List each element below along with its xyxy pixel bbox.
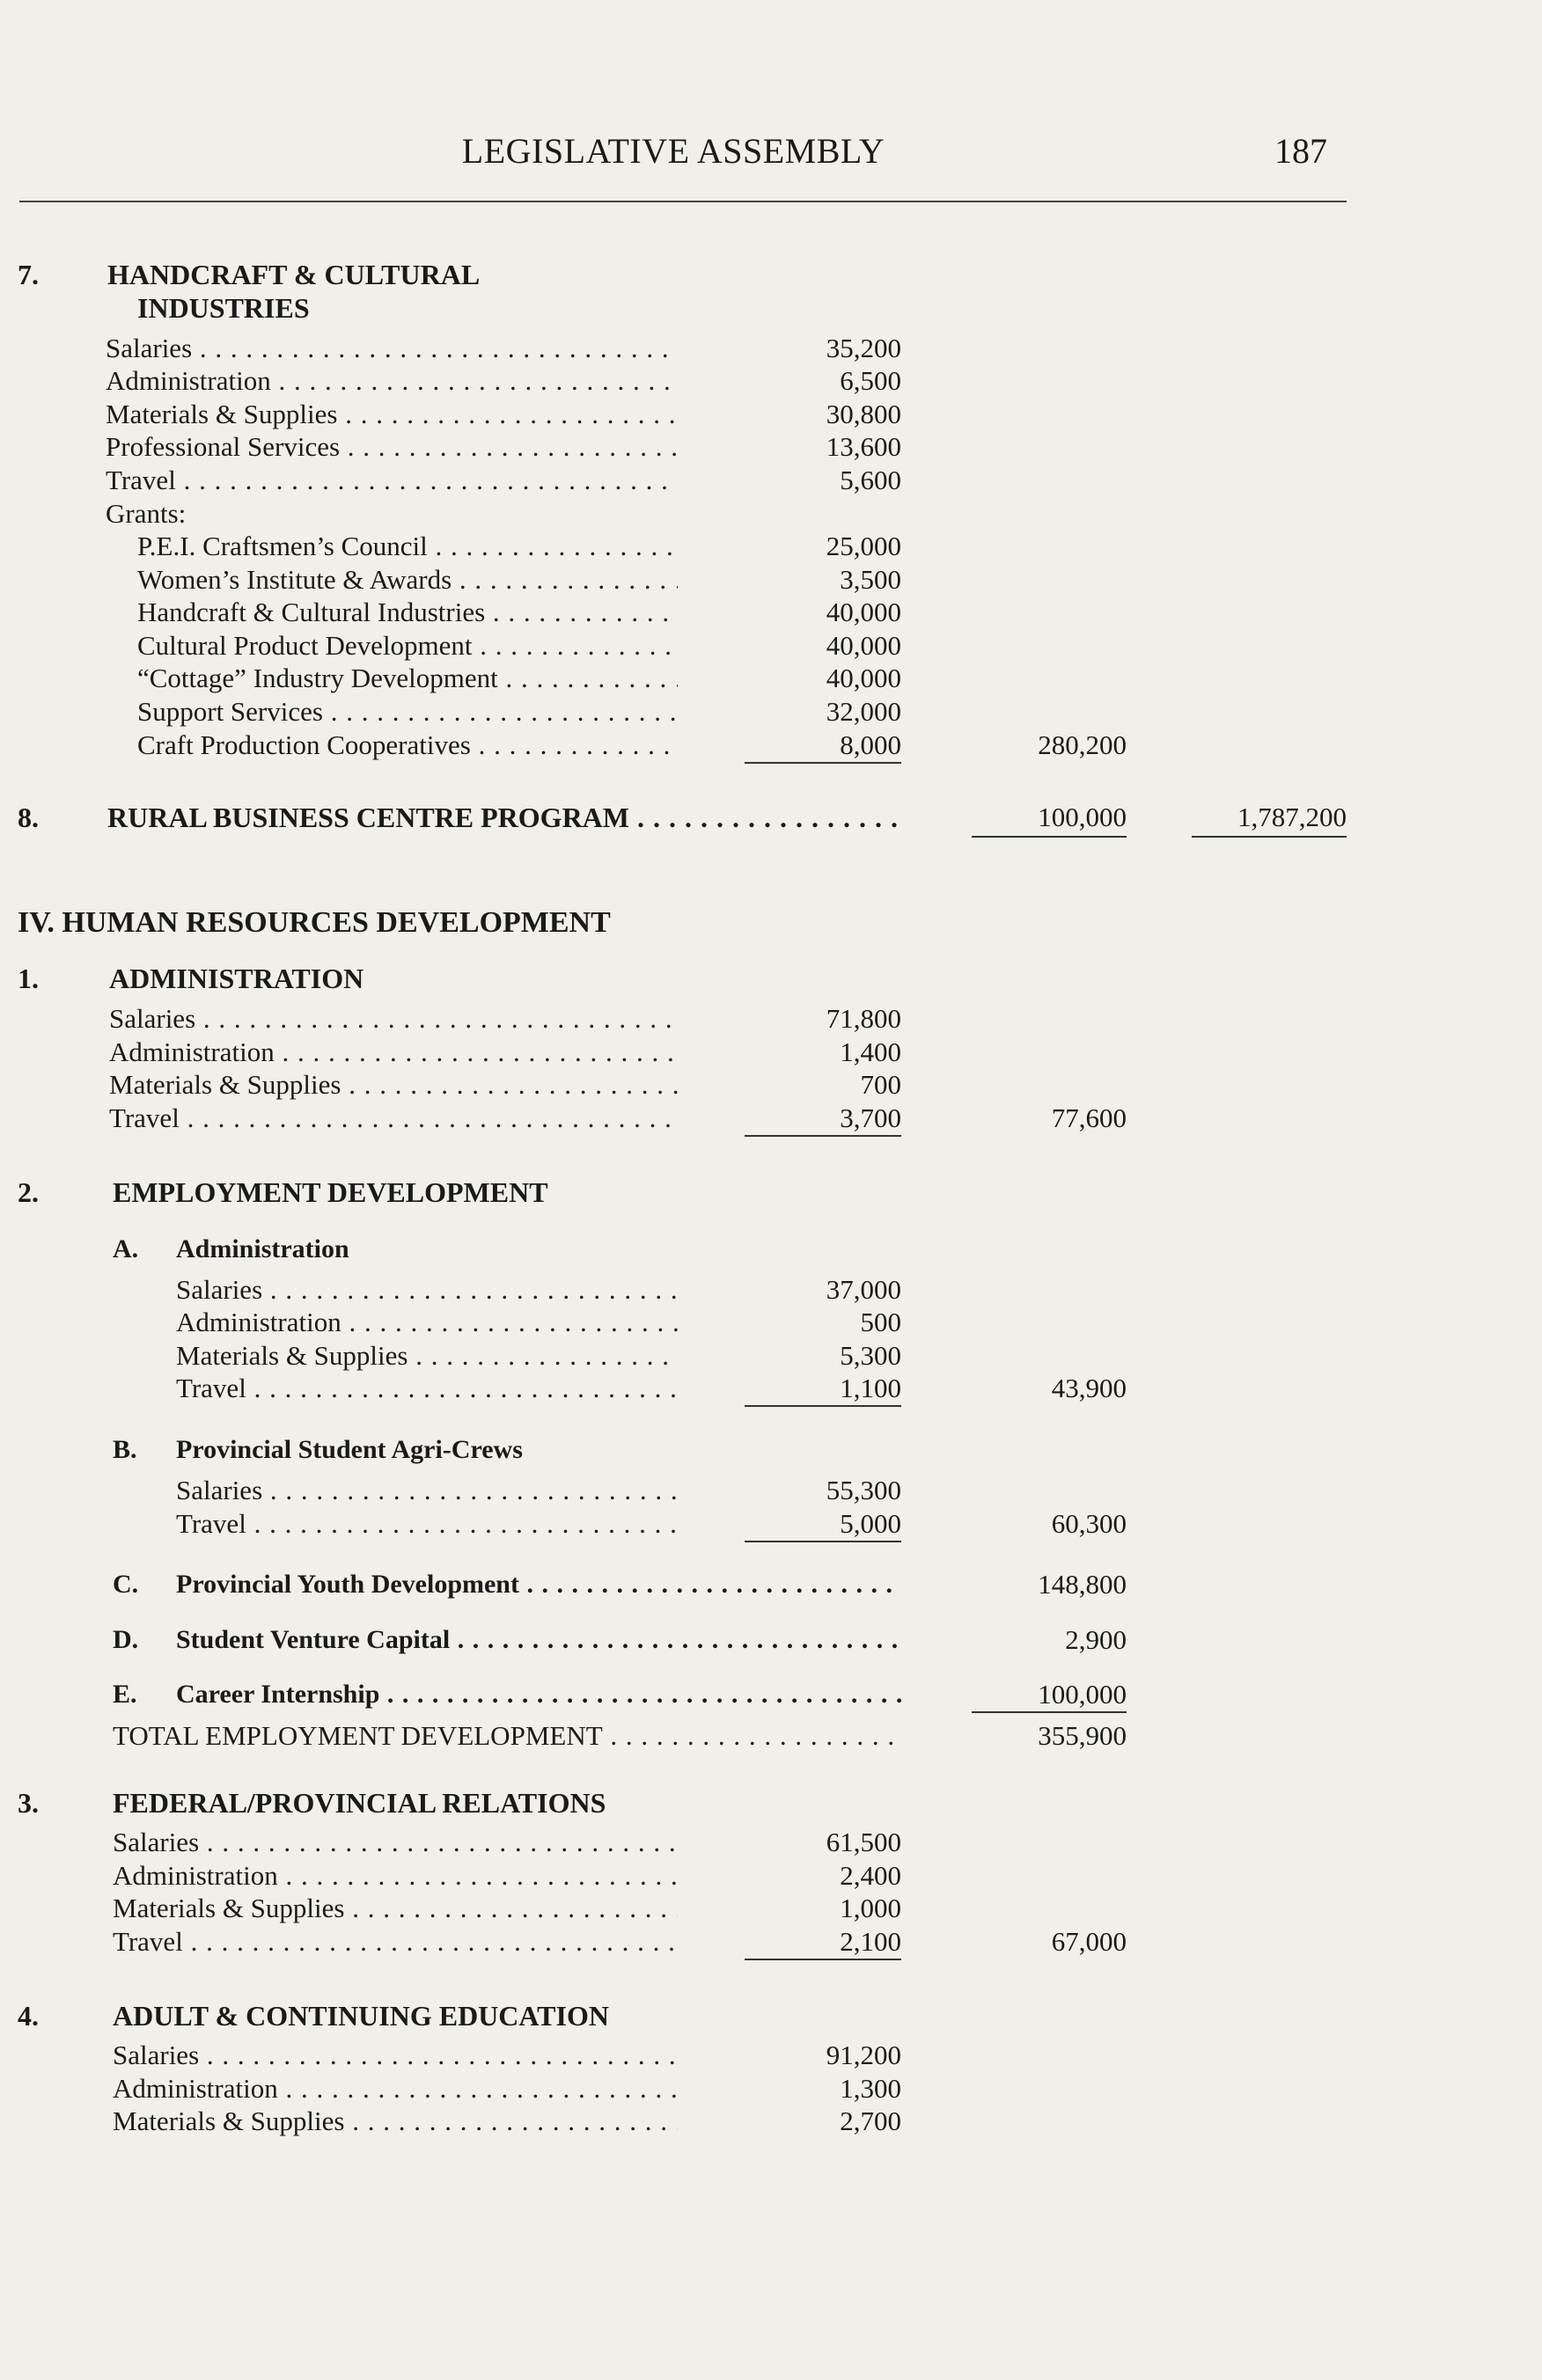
line-item [0, 1859, 1542, 1894]
grand-total: 1,787,200 [1162, 801, 1347, 834]
section-number: 7. [18, 259, 39, 290]
subheading-d [0, 1623, 1542, 1659]
grant-item [0, 530, 1542, 565]
item-amount: 1,000 [840, 1893, 901, 1923]
item-label: Materials & Supplies . . . [113, 1892, 678, 1925]
line-item [0, 1036, 1542, 1071]
item-label: Salaries . . . [109, 1002, 678, 1036]
section-number: 2. [18, 1176, 39, 1208]
employment-total-row [0, 1719, 1542, 1754]
line-item [0, 2105, 1542, 2140]
item-amount: 5,300 [840, 1340, 901, 1371]
sub-amount: 100,000 [1038, 1679, 1127, 1710]
section-number: 1. [18, 963, 39, 994]
line-item [0, 1273, 1542, 1308]
item-amount: 91,200 [826, 2039, 901, 2070]
line-item [0, 1474, 1542, 1509]
grand-total-rule [1192, 836, 1347, 838]
subsection-heading [0, 1999, 1542, 2034]
sub-total: 60,300 [1051, 1508, 1127, 1539]
section-total: 280,200 [1038, 729, 1127, 760]
line-item [0, 1507, 1542, 1542]
section-title: HANDCRAFT & CULTURAL [107, 259, 481, 290]
grant-item [0, 629, 1542, 664]
part-iv-heading [0, 906, 1542, 945]
item-label: Administration . . . [176, 1306, 678, 1339]
subheading-b [0, 1433, 1542, 1468]
section-title: ADULT & CONTINUING EDUCATION [113, 2000, 609, 2032]
item-label: Administration . . . [109, 1036, 678, 1069]
grant-item [0, 729, 1542, 764]
item-amount: 13,600 [826, 431, 901, 462]
grants-label: Grants: [106, 498, 187, 529]
sub-letter: E. [113, 1680, 137, 1709]
section-title: RURAL BUSINESS CENTRE PROGRAM . . . [107, 801, 900, 834]
grant-amount: 25,000 [826, 531, 901, 561]
line-item [0, 1339, 1542, 1374]
subsection-heading [0, 962, 1542, 997]
section-title-cont: INDUSTRIES [137, 292, 310, 324]
total-label: TOTAL EMPLOYMENT DEVELOPMENT . . . [113, 1719, 901, 1753]
grant-label: “Cottage” Industry Development . . . [137, 662, 678, 695]
section-7-heading [0, 258, 1542, 293]
grant-label: Handcraft & Cultural Industries . . . [137, 596, 678, 629]
item-amount: 55,300 [826, 1475, 901, 1505]
item-label: Salaries . . . [176, 1273, 678, 1307]
sub-amount: 148,800 [1038, 1569, 1127, 1600]
line-item [0, 2039, 1542, 2074]
sub-title: Administration [176, 1234, 349, 1263]
amount-rule [972, 836, 1127, 838]
grant-amount: 40,000 [826, 597, 901, 627]
item-label: Administration . . . [113, 2072, 678, 2105]
item-amount: 1,100 [840, 1373, 901, 1403]
line-item [0, 1826, 1542, 1861]
line-item [0, 430, 1542, 465]
line-item [0, 1068, 1542, 1103]
item-label: Salaries . . . [113, 2039, 678, 2072]
item-amount: 3,700 [840, 1102, 901, 1133]
sub-letter: C. [113, 1570, 139, 1599]
line-item [0, 464, 1542, 499]
item-amount: 71,800 [826, 1003, 901, 1034]
grant-item [0, 662, 1542, 697]
item-amount: 1,400 [840, 1036, 901, 1067]
grant-item [0, 563, 1542, 598]
line-item [0, 364, 1542, 399]
item-label: Materials & Supplies . . . [176, 1339, 678, 1373]
subheading-e [0, 1678, 1542, 1713]
section-total: 67,000 [1051, 1926, 1127, 1957]
subsection-heading [0, 1786, 1542, 1821]
grant-item [0, 596, 1542, 631]
item-amount: 5,000 [840, 1508, 901, 1539]
item-label: Administration . . . [106, 364, 678, 398]
item-amount: 61,500 [826, 1827, 901, 1857]
sub-letter: B. [113, 1435, 137, 1464]
section-total: 77,600 [1051, 1102, 1127, 1133]
item-amount: 2,700 [840, 2105, 901, 2136]
line-item [0, 2072, 1542, 2107]
sub-amount: 2,900 [1065, 1624, 1127, 1655]
section-7-heading-cont [0, 291, 1542, 326]
line-item [0, 1002, 1542, 1037]
subtotal-rule [745, 762, 901, 764]
sub-title: Provincial Student Agri-Crews [176, 1435, 523, 1464]
subtotal-rule [745, 1959, 901, 1960]
subtotal-rule [972, 1711, 1127, 1713]
item-label: Administration . . . [113, 1859, 678, 1893]
item-amount: 2,100 [840, 1926, 901, 1957]
subsection-heading [0, 1175, 1542, 1211]
section-number: 8. [18, 802, 39, 833]
item-amount: 1,300 [840, 2073, 901, 2104]
grant-amount: 40,000 [826, 630, 901, 661]
section-amount: 100,000 [951, 801, 1127, 834]
subheading-a [0, 1233, 1542, 1268]
item-label: Salaries . . . [113, 1826, 678, 1859]
grant-amount: 40,000 [826, 663, 901, 693]
sub-title: Provincial Youth Development . . . [176, 1568, 901, 1601]
item-amount: 37,000 [826, 1274, 901, 1305]
item-label: Travel . . . [113, 1925, 678, 1959]
item-amount: 30,800 [826, 399, 901, 429]
item-amount: 700 [860, 1069, 901, 1100]
item-amount: 500 [860, 1307, 901, 1337]
item-label: Travel . . . [106, 464, 678, 497]
part-title: IV. HUMAN RESOURCES DEVELOPMENT [18, 906, 611, 939]
item-label: Travel . . . [176, 1507, 678, 1541]
item-label: Materials & Supplies . . . [113, 2105, 678, 2138]
line-item [0, 1372, 1542, 1407]
grants-heading [0, 497, 1542, 532]
sub-letter: D. [113, 1625, 139, 1654]
line-item [0, 1306, 1542, 1341]
grant-amount: 8,000 [840, 729, 901, 760]
sub-title: Career Internship . . . [176, 1678, 901, 1711]
section-title: EMPLOYMENT DEVELOPMENT [113, 1176, 548, 1208]
line-item [0, 1892, 1542, 1927]
item-amount: 2,400 [840, 1860, 901, 1891]
line-item [0, 1925, 1542, 1960]
page-number: 187 [1274, 131, 1327, 171]
grant-label: P.E.I. Craftsmen’s Council . . . [137, 530, 678, 563]
line-item [0, 398, 1542, 433]
grant-amount: 32,000 [826, 696, 901, 727]
item-amount: 5,600 [840, 465, 901, 495]
section-title: FEDERAL/PROVINCIAL RELATIONS [113, 1787, 606, 1819]
grant-label: Support Services . . . [137, 695, 678, 729]
subtotal-rule [745, 1135, 901, 1137]
item-amount: 35,200 [826, 333, 901, 363]
page-header-title: LEGISLATIVE ASSEMBLY [461, 131, 885, 171]
line-item [0, 1102, 1542, 1137]
item-label: Travel . . . [176, 1372, 678, 1405]
item-label: Professional Services . . . [106, 430, 678, 464]
item-label: Travel . . . [109, 1102, 678, 1135]
section-title: ADMINISTRATION [109, 963, 364, 994]
sub-total: 43,900 [1051, 1373, 1127, 1403]
grant-item [0, 695, 1542, 730]
header-rule [19, 201, 1347, 202]
employment-total: 355,900 [1038, 1720, 1127, 1751]
section-number: 4. [18, 2000, 39, 2032]
grant-amount: 3,500 [840, 564, 901, 595]
section-number: 3. [18, 1787, 39, 1819]
subtotal-rule [745, 1541, 901, 1542]
grant-label: Cultural Product Development . . . [137, 629, 678, 663]
grant-label: Craft Production Cooperatives . . . [137, 729, 678, 762]
line-item [0, 332, 1542, 367]
item-label: Salaries . . . [176, 1474, 678, 1507]
item-label: Materials & Supplies . . . [106, 398, 678, 431]
item-label: Materials & Supplies . . . [109, 1068, 678, 1102]
section-8-row [0, 801, 1542, 836]
item-label: Salaries . . . [106, 332, 678, 365]
subtotal-rule [745, 1405, 901, 1407]
subheading-c [0, 1568, 1542, 1603]
grant-label: Women’s Institute & Awards . . . [137, 563, 678, 597]
item-amount: 6,500 [840, 365, 901, 396]
sub-title: Student Venture Capital . . . [176, 1623, 901, 1657]
sub-letter: A. [113, 1234, 139, 1263]
